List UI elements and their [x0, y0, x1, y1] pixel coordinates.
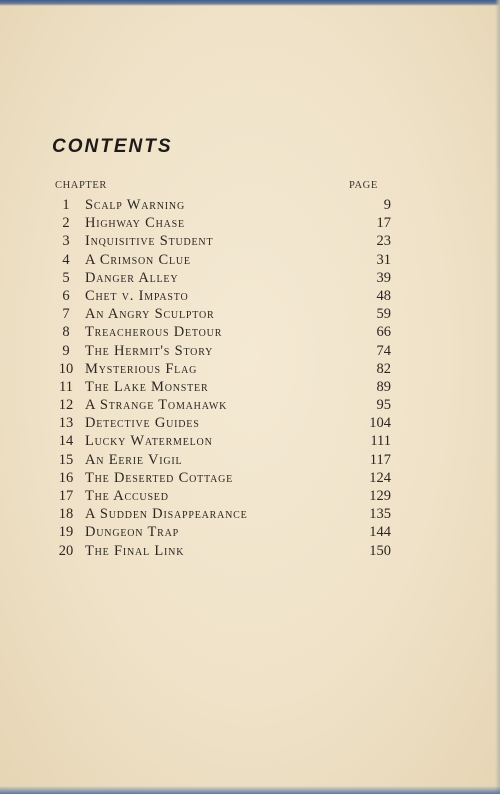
chapter-number: 6: [62, 287, 70, 304]
chapter-title: Scalp Warning: [85, 197, 185, 213]
page-number: 95: [376, 397, 391, 414]
chapter-title: An Eerie Vigil: [85, 451, 183, 468]
chapter-column-header: CHAPTER: [55, 180, 108, 191]
chapter-number: 7: [62, 306, 70, 323]
page-number: 9: [383, 197, 391, 213]
contents-heading: CONTENTS: [52, 136, 173, 157]
chapter-number: 12: [58, 397, 74, 414]
chapter-number: 11: [59, 378, 73, 395]
chapter-number: 19: [58, 524, 74, 541]
page-number: 59: [376, 306, 391, 323]
chapter-title: Detective Guides: [85, 415, 200, 432]
chapter-title: Chet v. Impasto: [85, 287, 189, 304]
page-number: 89: [376, 378, 391, 395]
page-bottom-edge: [0, 786, 500, 794]
chapter-number: 1: [62, 197, 70, 213]
toc-entry: [55, 232, 391, 250]
chapter-number: 9: [62, 342, 70, 359]
chapter-title: Mysterious Flag: [85, 360, 198, 377]
chapter-title: A Crimson Clue: [85, 251, 191, 268]
page-number: 104: [369, 415, 391, 432]
toc-entry: [55, 214, 391, 232]
chapter-title: Lucky Watermelon: [85, 433, 213, 450]
page-number: 66: [376, 324, 391, 341]
page-number: 144: [369, 524, 391, 541]
toc-entry: [55, 269, 391, 287]
chapter-title: A Strange Tomahawk: [85, 397, 228, 414]
toc-entry: [55, 378, 391, 396]
page-number: 135: [369, 506, 391, 523]
chapter-number: 14: [58, 433, 74, 450]
toc-entry: [55, 469, 391, 487]
chapter-number: 18: [58, 506, 74, 523]
toc-entry: [55, 342, 391, 360]
chapter-title: Danger Alley: [85, 269, 179, 286]
chapter-number: 2: [62, 215, 70, 232]
page-number: 74: [376, 342, 391, 359]
page-right-edge: [495, 0, 500, 794]
chapter-title: The Accused: [85, 488, 169, 504]
toc-entry: [55, 451, 391, 469]
chapter-number: 3: [62, 233, 70, 250]
toc-entry: [55, 505, 391, 523]
page-number: 23: [376, 233, 391, 250]
page-number: 124: [369, 469, 391, 486]
toc-entry: [55, 396, 391, 414]
chapter-title: Dungeon Trap: [85, 524, 179, 541]
chapter-number: 16: [58, 469, 74, 486]
page-number: 48: [376, 287, 391, 304]
page-column-header: PAGE: [349, 180, 378, 191]
chapter-number: 17: [58, 488, 74, 504]
toc-entry: [55, 196, 391, 214]
page-number: 111: [370, 433, 391, 450]
page-number: 31: [376, 251, 391, 268]
chapter-number: 13: [58, 415, 74, 432]
toc-entry: [55, 323, 391, 341]
page-number: 82: [376, 360, 391, 377]
toc-entry: [55, 251, 391, 269]
chapter-title: The Lake Monster: [85, 378, 209, 395]
page-number: 17: [376, 215, 391, 232]
chapter-title: The Hermit's Story: [85, 342, 214, 359]
chapter-title: Inquisitive Student: [85, 233, 214, 250]
chapter-number: 4: [62, 251, 70, 268]
chapter-number: 5: [62, 269, 70, 286]
toc-entry: [55, 414, 391, 432]
page-number: 117: [369, 451, 391, 468]
page-number: 129: [369, 488, 391, 504]
page-number: 150: [369, 542, 391, 559]
page-top-edge: [0, 0, 500, 6]
chapter-title: A Sudden Disappearance: [85, 506, 248, 523]
chapter-title: The Final Link: [85, 542, 185, 559]
chapter-number: 8: [62, 324, 70, 341]
chapter-title: An Angry Sculptor: [85, 306, 215, 323]
toc-entry: [55, 487, 391, 505]
chapter-number: 10: [58, 360, 74, 377]
chapter-title: Highway Chase: [85, 215, 185, 232]
toc-entry: [55, 287, 391, 305]
chapter-number: 20: [58, 542, 74, 559]
toc-entry: [55, 432, 391, 450]
table-of-contents: [55, 196, 391, 560]
toc-entry: [55, 542, 391, 560]
toc-entry: [55, 305, 391, 323]
toc-entry: [55, 523, 391, 541]
page-number: 39: [376, 269, 391, 286]
chapter-number: 15: [58, 451, 74, 468]
toc-entry: [55, 360, 391, 378]
chapter-title: Treacherous Detour: [85, 324, 223, 341]
chapter-title: The Deserted Cottage: [85, 469, 234, 486]
